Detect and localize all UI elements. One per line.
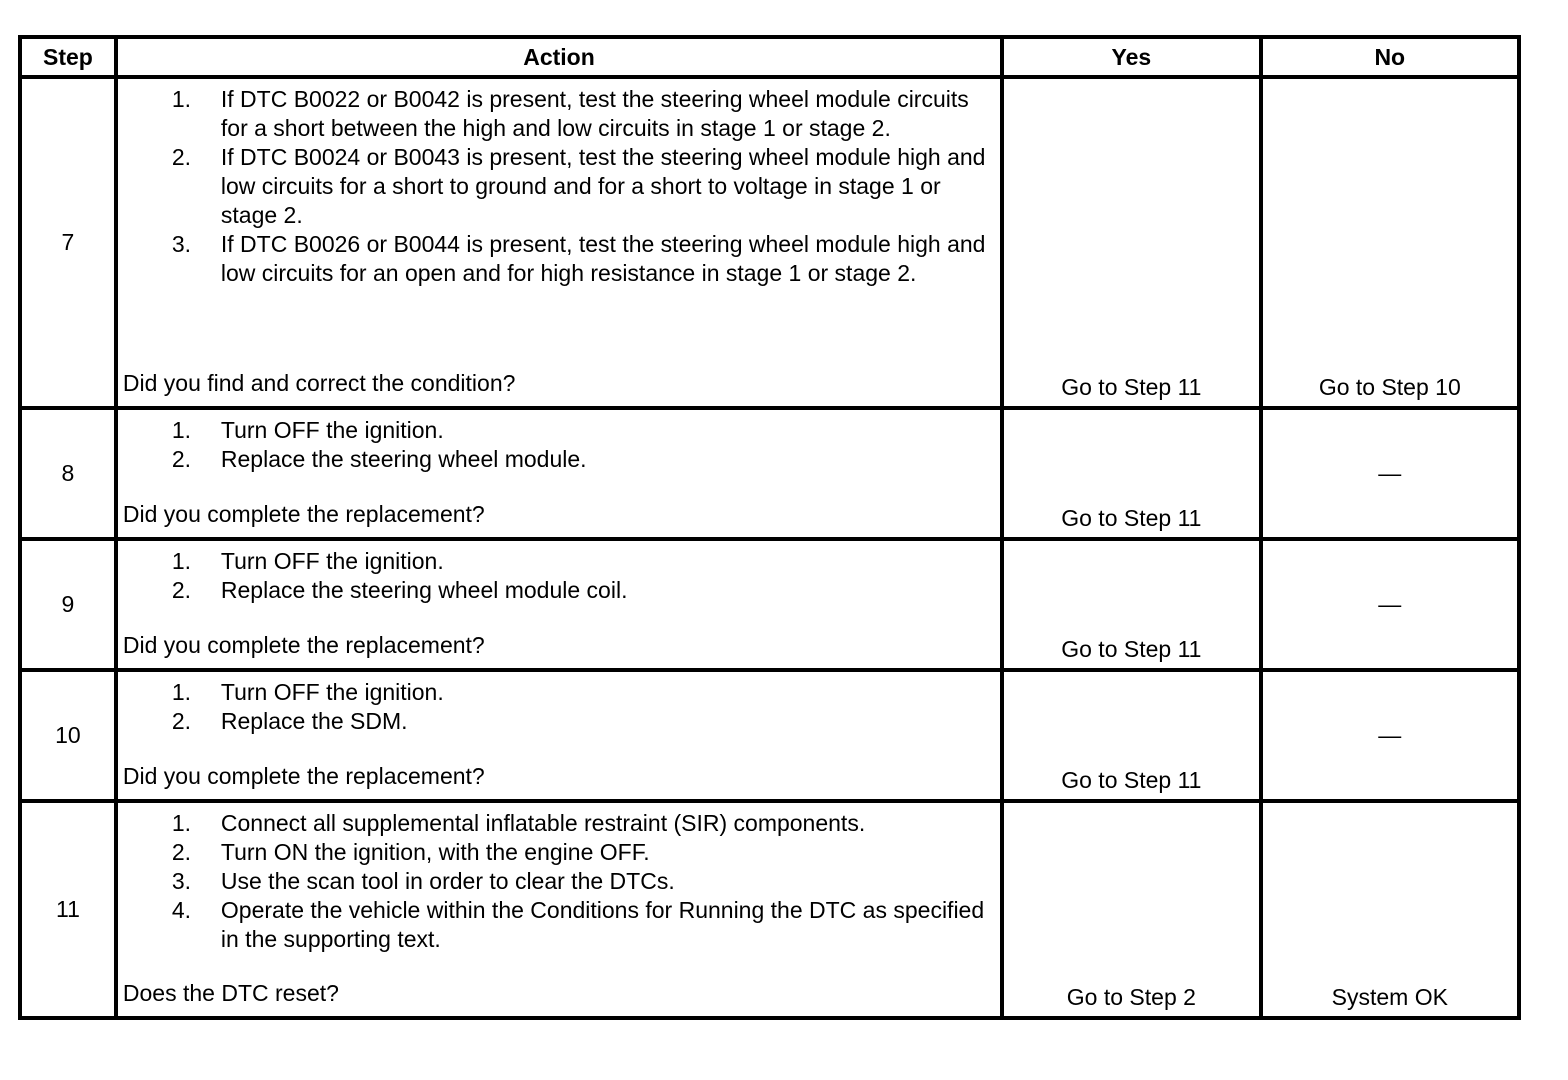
yes-result: Go to Step 11 xyxy=(1002,670,1260,801)
action-step-text: If DTC B0026 or B0044 is present, test the steering wheel module high and low circuits for an open and for high resistance in stage 1 or stage 2. xyxy=(220,231,986,286)
action-question: Did you complete the replacement? xyxy=(122,763,485,789)
action-step-item xyxy=(118,230,1000,288)
action-step-item xyxy=(118,85,1000,143)
action-step-text: Turn OFF the ignition. xyxy=(220,548,444,574)
action-step-number: 1. xyxy=(171,810,192,836)
action-step-item xyxy=(118,576,1000,605)
no-result: — xyxy=(1261,539,1519,670)
table-row xyxy=(20,670,1519,801)
action-steps-list xyxy=(118,410,1000,474)
yes-result: Go to Step 11 xyxy=(1002,539,1260,670)
action-step-item xyxy=(118,707,1000,736)
action-steps-list xyxy=(118,541,1000,605)
table-row xyxy=(20,539,1519,670)
no-result: — xyxy=(1261,670,1519,801)
step-number: 8 xyxy=(20,408,116,539)
action-step-text: Turn OFF the ignition. xyxy=(220,679,444,705)
action-step-item xyxy=(118,547,1000,576)
action-step-text: Replace the SDM. xyxy=(220,708,408,734)
table-row xyxy=(20,77,1519,408)
action-step-item xyxy=(118,809,1000,838)
action-step-number: 3. xyxy=(171,868,192,894)
action-step-text: If DTC B0024 or B0043 is present, test the steering wheel module high and low circuits for a short to ground and for a short to voltage in stage 1 or stage 2. xyxy=(220,144,986,228)
step-number: 11 xyxy=(20,801,116,1018)
action-step-text: Turn ON the ignition, with the engine OFF. xyxy=(220,839,650,865)
action-step-item xyxy=(118,445,1000,474)
action-question: Does the DTC reset? xyxy=(122,980,339,1006)
yes-result: Go to Step 11 xyxy=(1002,77,1260,408)
action-cell xyxy=(116,801,1002,1018)
action-step-number: 1. xyxy=(171,86,192,112)
action-steps-list xyxy=(118,79,1000,288)
action-question: Did you complete the replacement? xyxy=(122,501,485,527)
step-number: 10 xyxy=(20,670,116,801)
header-no: No xyxy=(1261,37,1519,77)
action-step-item xyxy=(118,678,1000,707)
action-cell xyxy=(116,77,1002,408)
no-result: — xyxy=(1261,408,1519,539)
action-cell xyxy=(116,539,1002,670)
yes-result: Go to Step 11 xyxy=(1002,408,1260,539)
action-step-text: Turn OFF the ignition. xyxy=(220,417,444,443)
yes-result: Go to Step 2 xyxy=(1002,801,1260,1018)
step-number: 7 xyxy=(20,77,116,408)
action-step-number: 1. xyxy=(171,417,192,443)
action-step-text: Replace the steering wheel module coil. xyxy=(220,577,628,603)
action-step-item xyxy=(118,143,1000,230)
action-steps-list xyxy=(118,803,1000,954)
header-yes: Yes xyxy=(1002,37,1260,77)
action-step-text: Connect all supplemental inflatable restraint (SIR) components. xyxy=(220,810,866,836)
header-action: Action xyxy=(116,37,1002,77)
action-cell xyxy=(116,670,1002,801)
action-step-number: 4. xyxy=(171,897,192,923)
action-step-item xyxy=(118,896,1000,954)
action-step-number: 2. xyxy=(171,839,192,865)
action-step-item xyxy=(118,867,1000,896)
action-step-item xyxy=(118,838,1000,867)
no-result: System OK xyxy=(1261,801,1519,1018)
action-question: Did you find and correct the condition? xyxy=(122,370,516,396)
action-question: Did you complete the replacement? xyxy=(122,632,485,658)
action-step-number: 2. xyxy=(171,446,192,472)
diagnostic-table xyxy=(18,35,1521,1020)
step-number: 9 xyxy=(20,539,116,670)
action-cell xyxy=(116,408,1002,539)
action-step-item xyxy=(118,416,1000,445)
action-step-text: Replace the steering wheel module. xyxy=(220,446,587,472)
action-step-number: 2. xyxy=(171,577,192,603)
action-step-number: 1. xyxy=(171,548,192,574)
header-row xyxy=(20,37,1519,77)
action-step-number: 2. xyxy=(171,144,192,170)
action-step-text: Operate the vehicle within the Conditions for Running the DTC as specified in the supporting text. xyxy=(220,897,985,952)
action-step-number: 3. xyxy=(171,231,192,257)
header-step: Step xyxy=(20,37,116,77)
action-step-number: 2. xyxy=(171,708,192,734)
table-row xyxy=(20,408,1519,539)
no-result: Go to Step 10 xyxy=(1261,77,1519,408)
action-steps-list xyxy=(118,672,1000,736)
action-step-number: 1. xyxy=(171,679,192,705)
action-step-text: If DTC B0022 or B0042 is present, test the steering wheel module circuits for a short between the high and low circuits in stage 1 or stage 2. xyxy=(220,86,969,141)
table-row xyxy=(20,801,1519,1018)
action-step-text: Use the scan tool in order to clear the DTCs. xyxy=(220,868,675,894)
